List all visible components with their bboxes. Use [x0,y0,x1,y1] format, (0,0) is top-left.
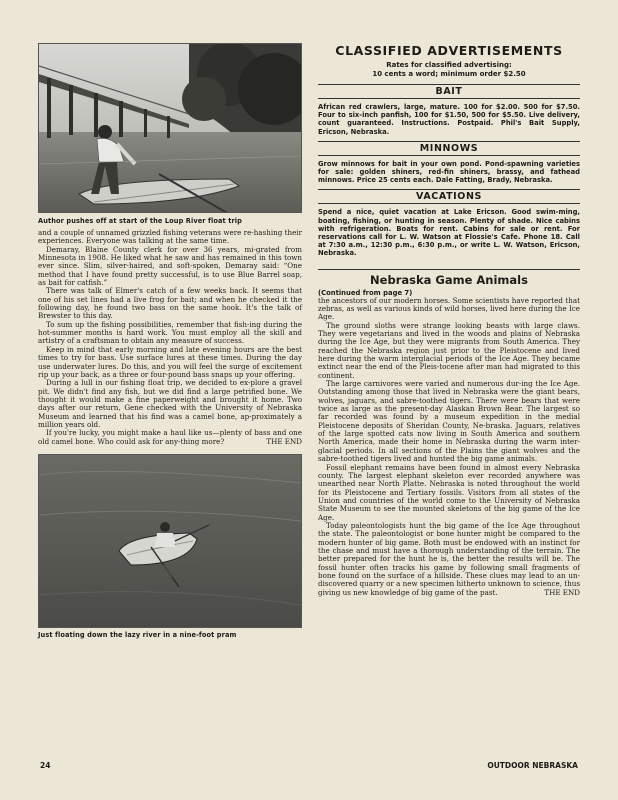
the-end-mark: THE END [266,436,302,446]
the-end-mark: THE END [544,587,580,597]
paragraph: During a lull in our fishing float trip, we decided to ex-plore a gravel pit. We didn't find any fish, but we did find a large petrified bone. We thought it would make a fine paperweight and brought it home. Two days after our return, Gene checked with the University of Nebraska Museum and learned that his find was a camel bone, ap-proximately a million years old. [38,378,302,429]
left-article-body [38,229,302,446]
photo-top-caption: Author pushes off at start of the Loup River float trip [38,217,242,225]
paragraph: the ancestors of our modern horses. Some scientists have reported that zebras, as well as various kinds of wild horses, lived here during the Ice Age. [318,295,580,322]
rates-line: Rates for classified advertising: [386,61,512,69]
photo-floating-pram [38,454,302,628]
page-number: 24 [40,761,51,770]
classified-rates [318,61,580,79]
section-heading-minnows: MINNOWS [318,141,580,156]
ad-vacations: Spend a nice, quiet vacation at Lake Ericson. Good swim-ming, boating, fishing, or hunting in season. Plenty of shade. Nice cabins with refrigeration. Boats for rent. Cabins for sale or rent. For reservations call for L. W. Watson at Flossie's Cafe. Phone 18. Call at 7:30 a.m., 12:30 p.m., 6:30 p.m., or write L. W. Watson, Ericson, Nebraska. [318,208,580,258]
paragraph: Demaray, Blaine County clerk for over 36 years, mi-grated from Minnesota in 1908. He liked what he saw and has remained in this town ever since. Slim, silver-haired, and soft-spoken, Demaray said: “One method that I have found pretty successful, is to use Blue Barrel soap, as bait for catfish.” [38,244,302,288]
right-column [318,43,580,597]
photo-float-trip-start [38,43,302,213]
paragraph: The large carnivores were varied and numerous dur-ing the Ice Age. Outstanding among those that lived in Nebraska were the giant bears, wolves, jaguars, and sabre-toothed tigers. There were bears that were twice as large as the present-day Alaskan Brown Bear. The largest so far recorded was found by a museum expedition in the medial Pleistocene deposits of Sheridan County, Ne-braska. Jaguars, relatives of the large spotted cats now living in South America and southern North America, made their home in Nebraska during the warm inter-glacial periods. In all sections of the Plains the giant wolves and the sabre-toothed tigers lived and hunted the big game animals. [318,379,580,464]
magazine-name: OUTDOOR NEBRASKA [487,761,578,770]
ad-minnows: Grow minnows for bait in your own pond. Pond-spawning varieties for sale: golden shiners, red-fin shiners, brassy, and fathead minnows. Price 25 cents each. Dale Fatting, Brady, Nebraska. [318,159,580,185]
rates-line: 10 cents a word; minimum order $2.50 [372,70,526,78]
ad-bait: African red crawlers, large, mature. 100 for $2.00. 500 for $7.50. Four to six-inch panfish, 100 for $1.50, 500 for $5.50. Live delivery, count guaranteed. Instructions. Postpaid. Phil's Bait Supply, Ericson, Nebraska. [318,103,580,136]
paragraph: and a couple of unnamed grizzled fishing veterans were re-hashing their experiences. Everyone was talking at the same time. [38,228,302,246]
paragraph: The ground sloths were strange looking beasts with large claws. They were vegetarians and lived in the woods and plains of Nebraska during the Ice Age, but they were migrants from South America. They reached the Nebraska region just prior to the Pleistocene and lived here during the warm interglacial periods of the Ice Age. They became extinct near the end of the Pleis-tocene after man had migrated to this continent. [318,320,580,380]
photo-bottom-caption: Just floating down the lazy river in a nine-foot pram [38,630,237,639]
left-column [38,43,302,643]
paragraph: Fossil elephant remains have been found in almost every Nebraska county. The largest elephant skeleton ever recorded anywhere was unearthed near North Platte. Nebraska is noted throughout the world for its Pleistocene and Tertiary fossils. Visitors from all states of the Union and countries of the world come to the University of Nebraska State Museum to see the mounted skeletons of the big game of the Ice Age. [318,462,580,522]
paragraph: There was talk of Elmer's catch of a few weeks back. It seems that one of his set lines had a live frog for bait; and when he checked it the following day, he found two bass on the same hook. It's the talk of Brewster to this day. [38,286,302,321]
paragraph: Keep in mind that early morning and late evening hours are the best times to try for bass. Use surface lures at these times. During the day use underwater lures. Do this, and you will feel the surge of excitement rip up your back, as a three or four-pound bass snaps up your offering. [38,344,302,379]
continued-note: (Continued from page 7) [318,288,413,297]
section-heading-bait: BAIT [318,84,580,99]
article-title: Nebraska Game Animals [318,269,580,287]
classified-title: CLASSIFIED ADVERTISEMENTS [335,43,563,58]
paragraph: Today paleontologists hunt the big game of the Ice Age throughout the state. The paleontologist or bone hunter might be compared to the modern hunter of big game. Both must be endowed with an instinct for the chase and must have a thorough understanding of the terrain. The better prepared for the hunt he is, the better the results will be. The fossil hunter often tracks his game by following small fragments of bone found on the surface of a hillside. These clues may lead to an un-discovered quarry or a new specimen hitherto unknown to science, thus giving us new knowledge of big game of the past. [318,520,580,597]
section-heading-vacations: VACATIONS [318,189,580,204]
paragraph: To sum up the fishing possibilities, remember that fish-ing during the hot-summer months is hard work. You must employ all the skill and artistry of a craftsman to obtain any measure of success. [38,319,302,346]
right-article-body [318,297,580,597]
paragraph: If you're lucky, you might make a haul like us—plenty of bass and one old camel bone. Who could ask for any-thing more? [38,428,302,446]
